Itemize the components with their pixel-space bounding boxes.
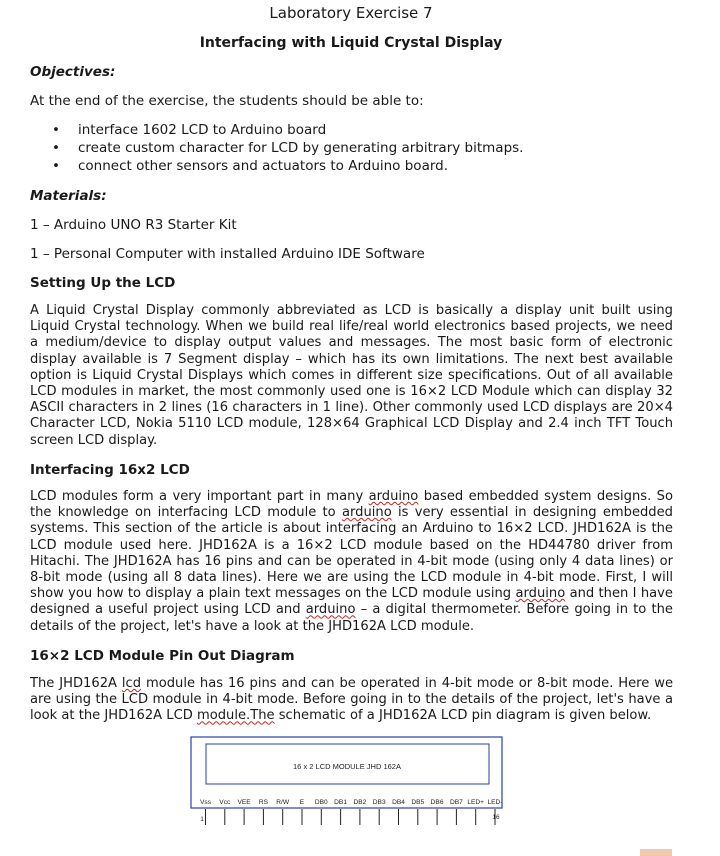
spellcheck-word: arduino: [305, 602, 356, 618]
last-pin-number: 16: [492, 814, 500, 821]
spellcheck-word: arduino: [515, 586, 566, 602]
list-item: • connect other sensors and actuators to Arduino board.: [30, 157, 523, 175]
first-pin-number: 1: [200, 816, 204, 823]
material-item: 1 – Arduino UNO R3 Starter Kit: [30, 217, 237, 233]
pin-label: LED-: [487, 799, 503, 806]
pin-label: DB4: [392, 799, 405, 806]
setup-paragraph: A Liquid Crystal Display commonly abbreviated as LCD is basically a display unit built using Liquid Crystal technology. When we build real life/real world electronics based projects, we need a medium/device to display output values and messages. The most basic form of electronic display available is 7 Segment display – which has its own limitations. The next best available option is Liquid Crystal Displays which comes in different size specifications. Out of all available LCD modules in market, the most commonly used one is 16×2 LCD Module which can display 32 ASCII characters in 2 lines (16 characters in 1 line). Other commonly used LCD displays are 20×4 Character LCD, Nokia 5110 LCD module, 128×64 Graphical LCD Display and 2.4 inch TFT Touch screen LCD display.: [30, 303, 673, 448]
page-accent-mark: [640, 849, 672, 856]
pin-label: E: [299, 799, 305, 806]
pinout-heading: 16×2 LCD Module Pin Out Diagram: [30, 648, 295, 664]
setup-heading: Setting Up the LCD: [30, 275, 176, 291]
pin-label: DB7: [449, 799, 463, 806]
module-label: 16 x 2 LCD MODULE JHD 162A: [293, 762, 401, 771]
pin-label: Vss: [200, 799, 211, 806]
spellcheck-word: lcd: [121, 676, 142, 691]
interfacing-paragraph: LCD modules form a very important part in many arduino based embedded system designs. So the knowledge on interfacing LCD module to arduino is very essential in designing embedded systems. This section of the article is about interfacing an Arduino to 16×2 LCD. JHD162A is the LCD module used here. JHD162A is a 16×2 LCD module based on the HD44780 driver from Hitachi. The JHD162A has 16 pins and can be operated in 4-bit mode (using only 4 data lines) or 8-bit mode (using all 8 data lines). Here we are using the LCD module in 4-bit mode. First, I will show you how to display a plain text messages on the LCD module using arduino and then I have designed a useful project using LCD and arduino – a digital thermometer. Before going in to the details of the project, let's have a look at the JHD162A LCD module.: [30, 489, 673, 634]
pin-label: DB2: [353, 799, 367, 806]
pin-label: R/W: [276, 799, 290, 806]
material-item: 1 – Personal Computer with installed Arduino IDE Software: [30, 246, 425, 262]
list-item: • interface 1602 LCD to Arduino board: [30, 121, 523, 139]
pinout-paragraph: The JHD162A lcd module has 16 pins and can be operated in 4-bit mode or 8-bit mode. Here we are using the LCD module in 4-bit mode. Before going in to the details of the project, let's have a look at the JHD162A LCD module.The schematic of a JHD162A LCD pin diagram is given below.: [30, 676, 673, 724]
lcd-pin-diagram: [190, 736, 503, 827]
spellcheck-word: arduino: [341, 505, 392, 521]
pin-label: DB5: [411, 799, 425, 806]
document-title: Interfacing with Liquid Crystal Display: [199, 35, 503, 51]
pin-label: LED+: [467, 799, 485, 806]
materials-heading: Materials:: [30, 188, 107, 204]
exercise-number: Laboratory Exercise 7: [269, 4, 433, 22]
objectives-intro: At the end of the exercise, the students should be able to:: [30, 93, 424, 109]
objectives-list: [30, 121, 523, 175]
pin-label: VEE: [237, 799, 251, 806]
spellcheck-word: module.The: [196, 708, 275, 724]
pin-label: Vcc: [219, 799, 231, 806]
pin-label: DB0: [314, 799, 328, 806]
pin-label: DB3: [372, 799, 386, 806]
pin-label: DB6: [430, 799, 444, 806]
spellcheck-word: arduino: [368, 489, 419, 504]
pin-label: DB1: [334, 799, 348, 806]
pin-label: RS: [258, 799, 268, 806]
list-item: • create custom character for LCD by generating arbitrary bitmaps.: [30, 139, 523, 157]
interfacing-heading: Interfacing 16x2 LCD: [30, 462, 190, 478]
objectives-heading: Objectives:: [30, 64, 116, 80]
